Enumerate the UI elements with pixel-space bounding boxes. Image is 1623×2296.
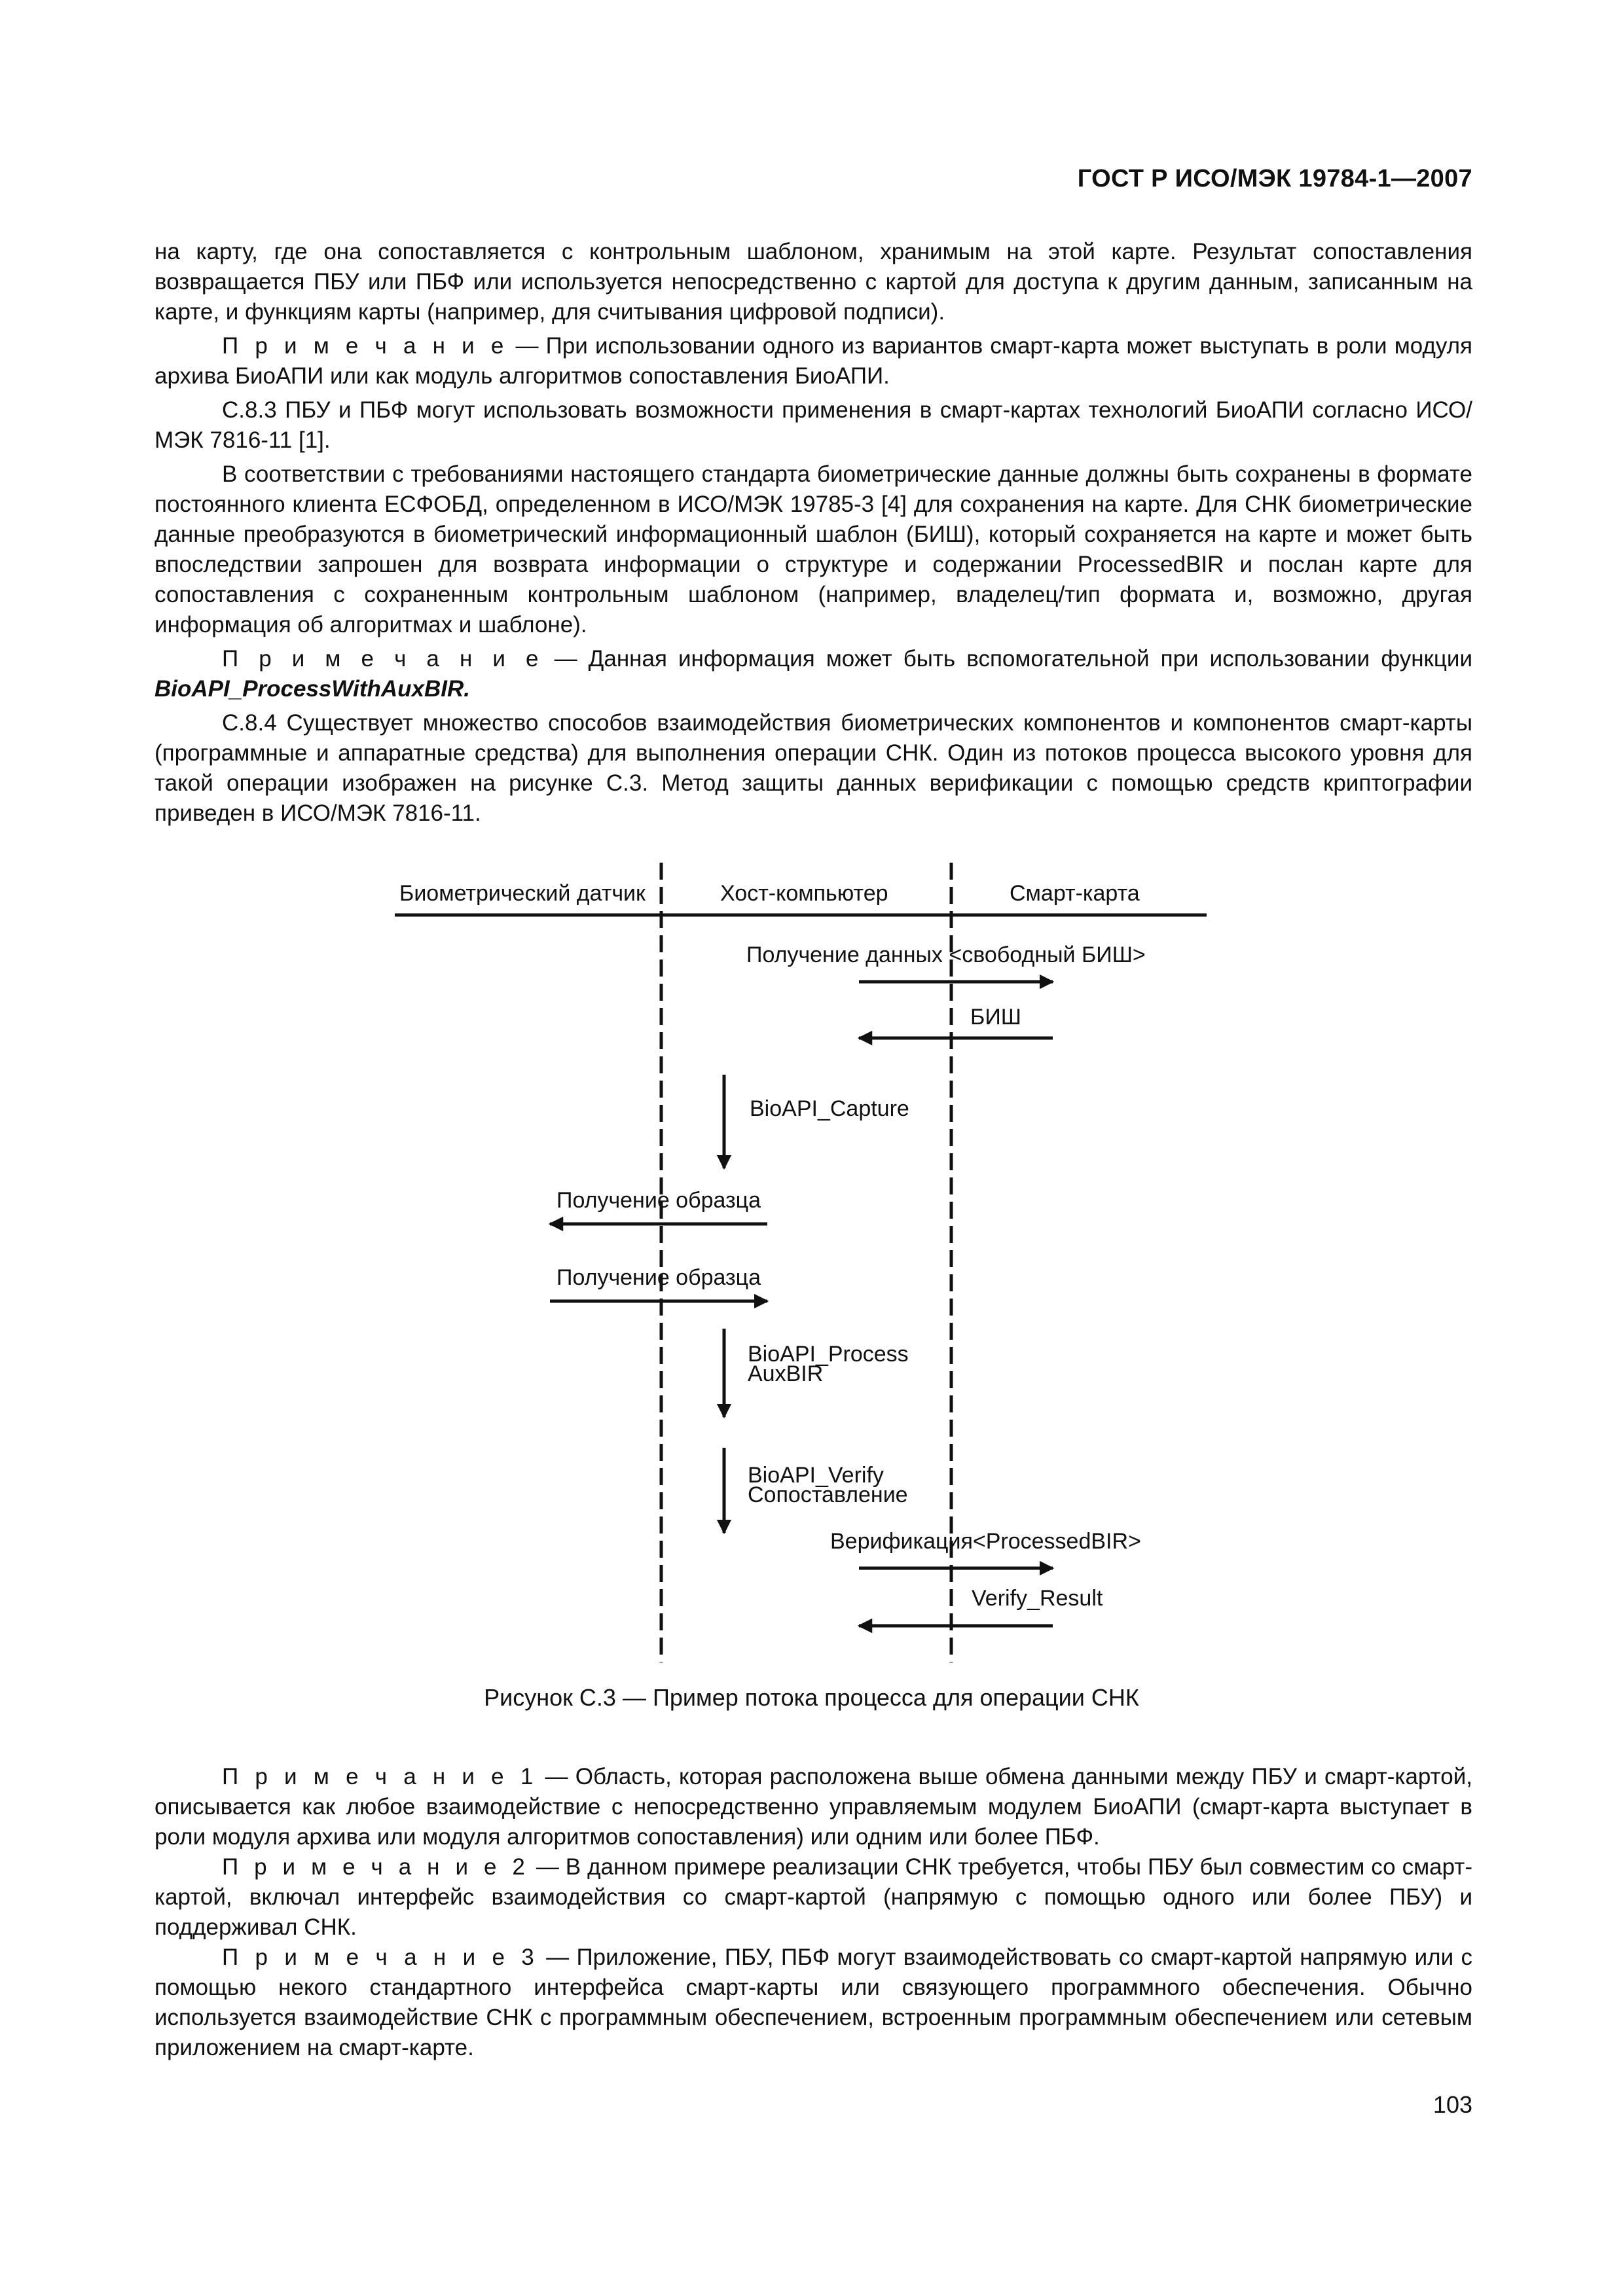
message-verify-result: Verify_Result [972,1586,1103,1611]
figure-note [155,1943,1472,2063]
note-text: — Область, которая расположена выше обмена данными между ПБУ и смарт-картой, описывается как любое взаимодействие с непосредственно управляемым модулем БиоАПИ (смарт-карта выступает в роли модуля архива или модуля алгоритмов сопоставления) или одним или более ПБФ. [155,1764,1472,1850]
column-host: Хост-компьютер [720,881,888,906]
message-sample-return: Получение образца [556,1265,761,1290]
note-label: П р и м е ч а н и е [222,333,509,359]
paragraph-requirements: В соответствии с требованиями настоящего стандарта биометрические данные должны быть сохранены в формате постоянного клиента ЕСФОБД, определенном в ИСО/МЭК 19785-3 [4] для сохранения на карте. Для СНК биометрические данные преобразуются в биометрический информационный шаблон (БИШ), который сохраняется на карте и может быть впоследствии запрошен для возврата информации о структуре и содержании ProcessedBIR и послан карте для сопоставления с сохраненным контрольным шаблоном (например, владелец/тип формата и, возможно, другая информация об алгоритмах и шаблоне). [155,461,1472,637]
column-sensor: Биометрический датчик [399,881,646,906]
note-label: П р и м е ч а н и е 2 [222,1854,530,1880]
section-c84: С.8.4 Существует множество способов взаимодействия биометрических компонентов и компонентов смарт-карты (программные и аппаратные средства) для выполнения операции СНК. Один из потоков процесса высокого уровня для такой операции изображен на рисунке С.3. Метод защиты данных верификации с помощью средств криптографии приведен в ИСО/МЭК 7816-11. [155,710,1472,826]
note-text: — Данная информация может быть вспомогательной при использовании функции [543,646,1473,672]
message-get-data: Получение данных <свободный БИШ> [746,942,1146,967]
body-text [155,237,1472,833]
message-verify-line2: Сопоставление [748,1482,908,1507]
note-text: — При использовании одного из вариантов смарт-карта может выступать в роли модуля архива БиоАПИ или как модуль алгоритмов сопоставления БиоАПИ. [155,333,1472,389]
note-label: П р и м е ч а н и е 3 [222,1945,539,1970]
message-process-line2: AuxBIR [748,1361,824,1386]
figure-note [155,1852,1472,1943]
message-bish: БИШ [970,1005,1021,1030]
note-text: — Приложение, ПБУ, ПБФ могут взаимодействовать со смарт-картой напрямую или с помощью некого стандартного интерфейса смарт-карты или связующего программного обеспечения. Обычно используется взаимодействие СНК с программным обеспечением, встроенным программным обеспечением или сетевым приложением на смарт-карте. [155,1945,1472,2060]
note-label: П р и м е ч а н и е [222,646,543,672]
figure-note [155,1762,1472,1852]
note-paragraph [155,644,1472,704]
message-verification: Верификация<ProcessedBIR> [830,1529,1141,1554]
note-paragraph [155,331,1472,391]
document-header: ГОСТ Р ИСО/МЭК 19784-1—2007 [1077,165,1472,192]
figure-caption: Рисунок С.3 — Пример потока процесса для операции СНК [484,1684,1139,1711]
message-process-line1: BioAPI_Process [748,1342,909,1367]
column-card: Смарт-карта [1010,881,1140,906]
message-verify-line1: BioAPI_Verify [748,1463,884,1488]
note-text: — В данном примере реализации СНК требуется, чтобы ПБУ был совместим со смарт-картой, включал интерфейс взаимодействия со смарт-картой (напрямую с помощью одного или более ПБУ) и поддерживал СНК. [155,1854,1472,1940]
figure-notes [155,1762,1472,2063]
message-sample-request: Получение образца [556,1188,761,1213]
page-number: 103 [1432,2091,1472,2118]
note-label: П р и м е ч а н и е 1 [222,1764,538,1789]
process-flow-diagram [0,851,1623,1682]
paragraph-continuation: на карту, где она сопоставляется с контрольным шаблоном, хранимым на этой карте. Результат сопоставления возвращается ПБУ или ПБФ или используется непосредственно с картой для доступа к другим данным, записанным на карте, и функциям карты (например, для считывания цифровой подписи). [155,239,1472,325]
message-capture: BioAPI_Capture [750,1096,909,1121]
function-name: BioAPI_ProcessWithAuxBIR. [155,676,471,702]
section-c83: С.8.3 ПБУ и ПБФ могут использовать возможности применения в смарт-картах технологий БиоАПИ согласно ИСО/МЭК 7816-11 [1]. [155,397,1472,453]
